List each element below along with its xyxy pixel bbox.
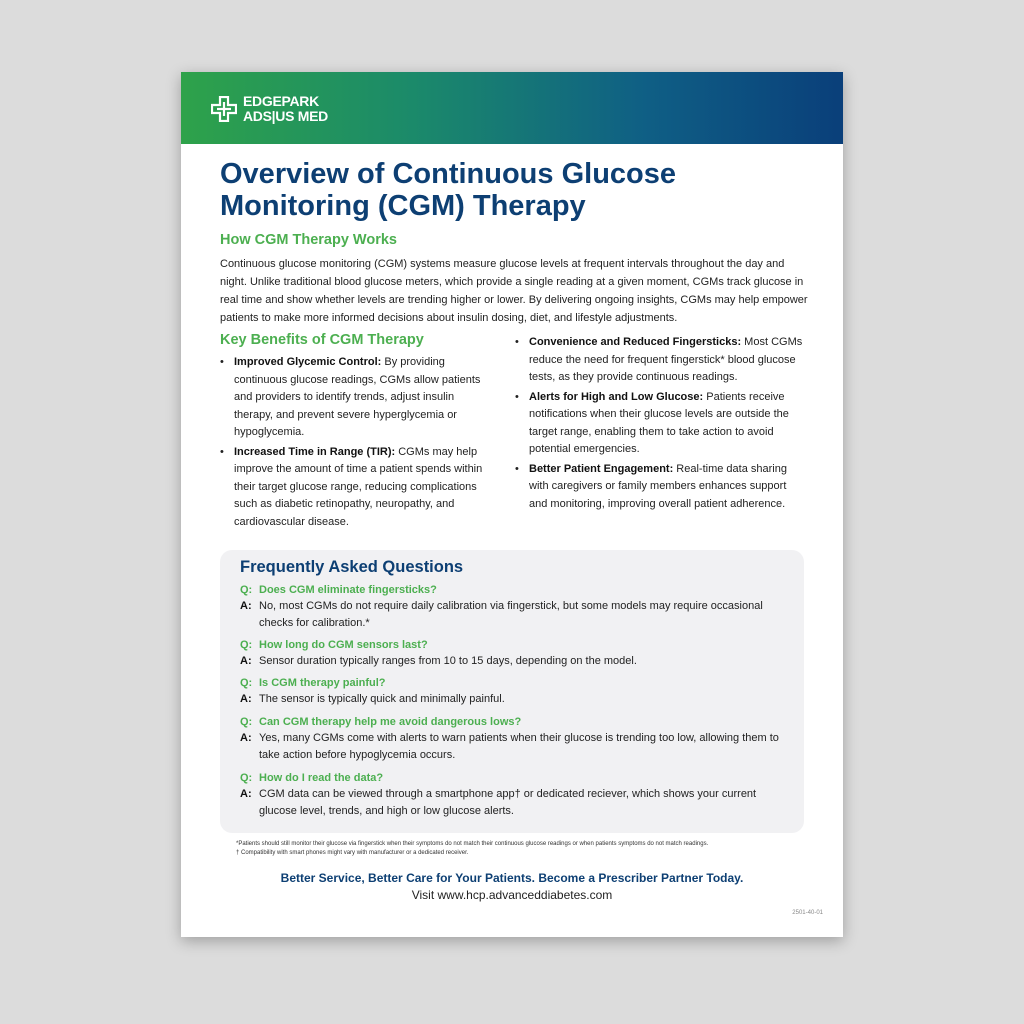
document-number: 2501-40-01 [792, 910, 823, 916]
faq-question: Does CGM eliminate fingersticks? [259, 584, 437, 596]
flyer-page [181, 72, 843, 937]
a-label: A: [240, 732, 252, 744]
list-item [220, 444, 495, 532]
title-line-2: Monitoring (CGM) Therapy [220, 190, 586, 222]
benefit-text: Most CGMs reduce the need for frequent fingerstick* blood glucose tests, as they provide continuous readings. [529, 336, 803, 383]
footnote: † Compatibility with smart phones might vary with manufacturer or a dedicated receiver. [236, 850, 469, 856]
title-line-1: Overview of Continuous Glucose [220, 158, 677, 190]
a-label: A: [240, 788, 252, 800]
list-item [515, 334, 807, 387]
faq-item [240, 582, 785, 632]
benefit-text: Patients receive notifications when their glucose levels are outside the target range, enabling them to take action to avoid potential emergencies. [529, 390, 789, 455]
faq-answer: CGM data can be viewed through a smartphone app† or dedicated reciever, which shows your current glucose level, trends, and high or low glucose alerts. [259, 788, 757, 817]
footnotes [236, 840, 796, 858]
header-banner [181, 72, 843, 144]
list-item [515, 461, 807, 514]
q-label: Q: [240, 584, 253, 596]
a-label: A: [240, 600, 252, 612]
benefit-text: CGMs may help improve the amount of time a patient spends within their target glucose range, reducing complications such as diabetic retinopathy, neuropathy, and cardiovascular disease. [234, 445, 483, 528]
page-title [220, 158, 820, 222]
benefit-title: Alerts for High and Low Glucose: [529, 390, 704, 403]
faq-question: How do I read the data? [259, 772, 384, 784]
cross-plus-icon [211, 96, 237, 122]
cta-text: Better Service, Better Care for Your Patients. Become a Prescriber Partner Today. [280, 871, 744, 885]
benefit-text: By providing continuous glucose readings, CGMs allow patients and providers to identify trends, adjust insulin therapy, and prevent severe hyperglycemia or hypoglycemia. [234, 356, 481, 438]
how-body: Continuous glucose monitoring (CGM) systems measure glucose levels at frequent intervals throughout the day and night. Unlike traditional blood glucose meters, which provide a single reading at a given moment, CGMs track glucose in real time and show whether levels are trending higher or lower. By delivering ongoing insights, CGMs may help empower patients to make more informed decisions about insulin dosing, diet, and lifestyle adjustments. [220, 258, 808, 324]
faq-box [220, 550, 804, 833]
footnote: *Patients should still monitor their glucose via fingerstick when their symptoms do not match their continuous glucose readings or when patients symptoms do not match readings. [236, 841, 709, 847]
faq-question: How long do CGM sensors last? [259, 639, 428, 651]
faq-question: Is CGM therapy painful? [259, 677, 386, 689]
brand-logo [211, 94, 328, 124]
benefits-left-list [220, 354, 495, 533]
faq-item [240, 675, 785, 708]
benefit-title: Convenience and Reduced Fingersticks: [529, 336, 742, 348]
q-label: Q: [240, 639, 253, 651]
benefit-title: Better Patient Engagement: [529, 462, 674, 475]
a-label: A: [240, 655, 252, 667]
visit-link[interactable]: Visit www.hcp.advanceddiabetes.com [411, 888, 613, 902]
brand-line-2: ADS|US MED [243, 108, 328, 124]
faq-item [240, 637, 785, 670]
benefit-text: Real-time data sharing with caregivers or family members enhances support and monitoring, improving overall patient adherence. [529, 462, 787, 510]
list-item [515, 389, 807, 459]
benefits-right-list [515, 334, 807, 515]
faq-item [240, 714, 785, 764]
faq-heading: Frequently Asked Questions [240, 558, 464, 576]
a-label: A: [240, 693, 252, 705]
faq-answer: Sensor duration typically ranges from 10 to 15 days, depending on the model. [259, 655, 637, 667]
benefits-heading: Key Benefits of CGM Therapy [220, 332, 424, 348]
faq-item [240, 770, 785, 820]
list-item [220, 354, 495, 442]
faq-answer: The sensor is typically quick and minimally painful. [259, 693, 505, 705]
faq-answer: Yes, many CGMs come with alerts to warn patients when their glucose is trending too low, allowing them to take action before hypoglycemia occurs. [259, 732, 779, 761]
faq-question: Can CGM therapy help me avoid dangerous lows? [259, 716, 522, 728]
q-label: Q: [240, 772, 253, 784]
q-label: Q: [240, 677, 253, 689]
how-heading: How CGM Therapy Works [220, 232, 397, 248]
faq-answer: No, most CGMs do not require daily calibration via fingerstick, but some models may require occasional checks for calibration.* [259, 600, 763, 629]
benefit-title: Increased Time in Range (TIR): [234, 445, 396, 458]
brand-line-1: EDGEPARK [243, 93, 319, 109]
benefit-title: Improved Glycemic Control: [234, 356, 382, 368]
q-label: Q: [240, 716, 253, 728]
